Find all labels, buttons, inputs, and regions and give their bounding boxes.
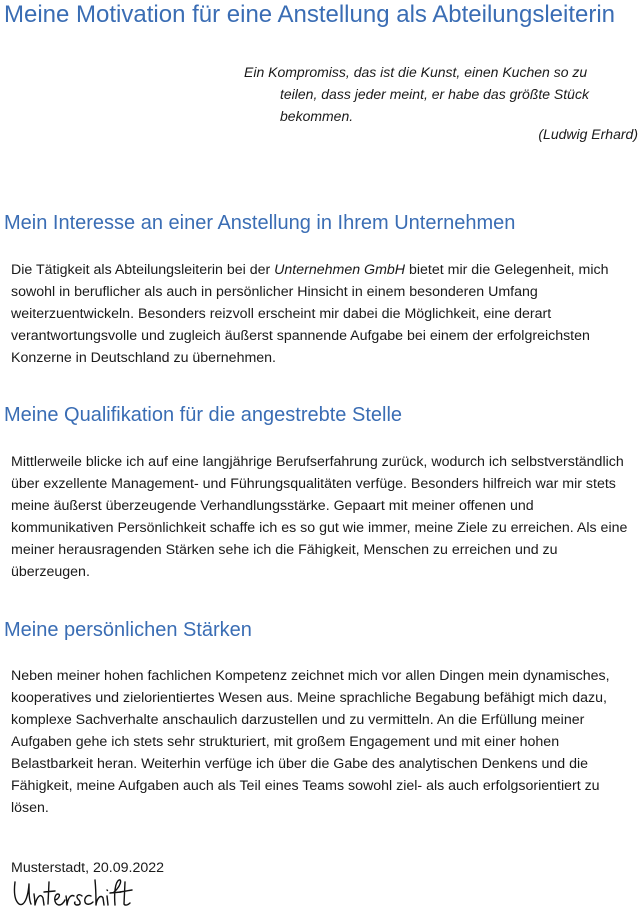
section-text-interest <box>11 259 636 369</box>
quote-author: (Ludwig Erhard) <box>538 126 638 142</box>
signature <box>11 876 141 912</box>
section-heading-qualification: Meine Qualifikation für die angestrebte Stelle <box>4 404 403 426</box>
company-name: Unternehmen GmbH <box>274 262 406 278</box>
quote-line-3: bekommen. <box>280 108 354 124</box>
interest-text-start: Die Tätigkeit als Abteilungsleiterin bei der <box>11 262 275 278</box>
section-heading-strengths: Meine persönlichen Stärken <box>4 619 252 641</box>
section-text-qualification: Mittlerweile blicke ich auf eine langjährige Berufserfahrung zurück, wodurch ich selbstverständlich über exzellente Management- und Führungsqualitäten verfüge. Besonders hilfreich war mir stets meine äußerst überzeugende Verhandlungsstärke. Gepaart mit meiner offenen und kommunikativen Persönlichkeit schaffe ich es so gut wie immer, meine Ziele zu erreichen. Als eine meiner herausragenden Stärken sehe ich die Fähigkeit, Menschen zu erreichen und zu überzeugen. <box>11 454 628 580</box>
interest-text-end: bietet mir die Gelegenheit, mich sowohl in beruflicher als auch in persönlicher Hinsicht in einem besonderen Umfang weiterzuentwickeln. Besonders reizvoll erscheint mir dabei die Möglichkeit, eine derart verantwortungsvolle und zugleich äußerst spannende Aufgabe bei einem der erfolgreichsten Konzerne in Deutschland zu übernehmen. <box>11 262 609 366</box>
section-heading-interest: Mein Interesse an einer Anstellung in Ihrem Unternehmen <box>4 212 516 234</box>
section-text-strengths: Neben meiner hohen fachlichen Kompetenz zeichnet mich vor allen Dingen mein dynamisches, kooperatives und zielorientiertes Wesen aus. Meine sprachliche Begabung befähigt mich dazu, komplexe Sachverhalte anschaulich darzustellen und zu vermitteln. An die Erfüllung meiner Aufgaben gehe ich stets sehr strukturiert, mit großem Engagement und mit einer hohen Belastbarkeit heran. Weiterhin verfüge ich über die Gabe des analytischen Denkens und die Fähigkeit, meine Aufgaben auch als Teil eines Teams sowohl ziel- als auch erfolgsorientiert zu lösen. <box>11 668 610 816</box>
quote-line-2: teilen, dass jeder meint, er habe das größte Stück <box>280 86 589 102</box>
quote-block <box>244 61 638 142</box>
quote-line-1: Ein Kompromiss, das ist die Kunst, einen Kuchen so zu <box>244 64 588 80</box>
page-title: Meine Motivation für eine Anstellung als Abteilungsleiterin <box>4 1 616 28</box>
place-date: Musterstadt, 20.09.2022 <box>11 860 165 876</box>
